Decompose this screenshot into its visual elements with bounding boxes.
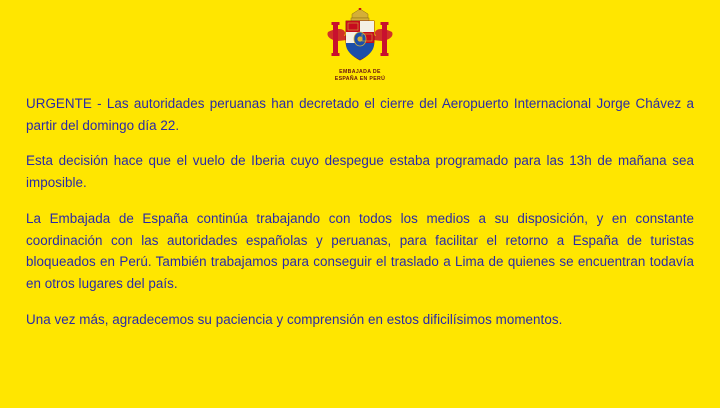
emblem-caption-line1: EMBAJADA DE <box>339 69 381 75</box>
paragraph-urgent: URGENTE - Las autoridades peruanas han decretado el cierre del Aeropuerto Internacional Jorge Chávez a partir del domingo día 22. <box>26 96 694 133</box>
coat-of-arms-of-spain-icon <box>318 8 402 66</box>
paragraph-flight: Esta decisión hace que el vuelo de Iberia cuyo despegue estaba programado para las 13h de mañana sea imposible. <box>26 153 694 191</box>
emblem-caption <box>335 69 385 83</box>
paragraph-thanks: Una vez más, agradecemos su paciencia y comprensión en estos dificilísimos momentos. <box>26 311 563 327</box>
emblem-caption-line2: ESPAÑA EN PERÚ <box>334 76 386 83</box>
announcement-body <box>0 83 720 330</box>
paragraph-embassy-work: La Embajada de España continúa trabajando con todos los medios a su disposición, y en constante coordinación con las autoridades españolas y peruanas, para facilitar el retorno a España de turistas bloqueados en Perú. También trabajamos para conseguir el traslado a Lima de quienes se encuentran todavía en otros lugares del país. <box>26 210 694 291</box>
emblem-block <box>0 0 720 83</box>
